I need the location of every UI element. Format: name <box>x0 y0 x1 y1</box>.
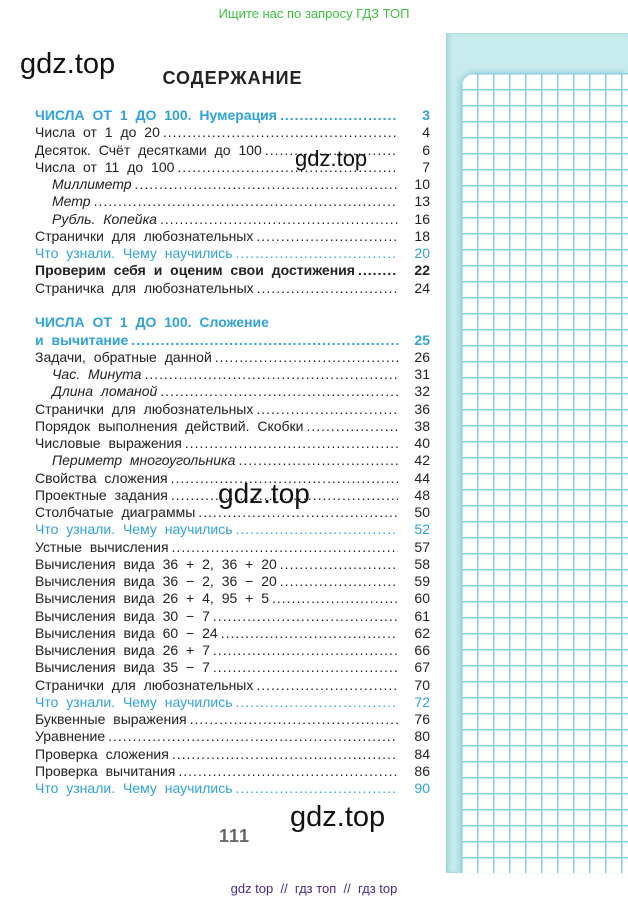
toc-entry-title: Что узнали. Чему научились <box>35 693 233 710</box>
toc-entry-title: Проектные задания <box>35 486 168 503</box>
toc-entry-page: 80 <box>414 728 430 745</box>
toc-entry <box>35 746 430 763</box>
toc-entry-title: Числа от 11 до 100 <box>35 158 175 175</box>
toc-entry-page: 90 <box>414 780 430 796</box>
toc-entry-title: Странички для любознательных <box>35 400 254 417</box>
toc-entry-title: Десяток. Счёт десятками до 100 <box>35 141 262 158</box>
toc-entry-page: 57 <box>414 538 430 555</box>
toc-entry-title: Метр <box>52 193 91 210</box>
toc-entry-page: 7 <box>422 158 430 175</box>
toc-entry-title: Проверка сложения <box>35 745 169 762</box>
dot-leader <box>236 245 398 262</box>
toc-entry-page: 59 <box>414 573 430 589</box>
table-of-contents <box>35 107 430 797</box>
dot-leader <box>213 608 398 625</box>
toc-entry <box>35 780 430 797</box>
toc-entry <box>35 711 430 728</box>
dot-leader <box>160 211 398 228</box>
toc-entry-page: 70 <box>414 676 430 693</box>
toc-entry-title: Вычисления вида 26 + 4, 95 + 5 <box>35 590 270 607</box>
dot-leader <box>135 176 398 193</box>
toc-entry-page: 31 <box>414 366 430 382</box>
dot-leader <box>108 728 398 745</box>
toc-entry-page: 3 <box>422 107 430 123</box>
dot-leader <box>280 107 398 124</box>
dot-leader <box>190 711 398 728</box>
toc-entry-page: 86 <box>414 762 430 779</box>
toc-entry-title: и вычитание <box>35 331 129 348</box>
dot-leader <box>221 625 398 642</box>
toc-entry-title: Буквенные выражения <box>35 711 187 727</box>
watermark: gdz.top <box>20 48 116 80</box>
dot-leader <box>163 124 398 141</box>
toc-entry <box>35 366 430 383</box>
toc-entry <box>35 573 430 590</box>
toc-entry-page: 22 <box>414 262 430 279</box>
toc-entry <box>35 349 430 366</box>
toc-entry-page: 72 <box>414 693 430 710</box>
graph-paper-panel <box>446 33 628 873</box>
toc-entry <box>35 124 430 141</box>
toc-entry-title: Периметр многоугольника <box>52 452 236 469</box>
toc-entry <box>35 332 430 349</box>
toc-entry-title: Числовые выражения <box>35 435 182 451</box>
toc-entry <box>35 435 430 452</box>
toc-entry-page: 52 <box>414 521 430 538</box>
footer-watermark: gdz top // гдз топ // гдз top <box>230 881 398 896</box>
toc-entry-page: 60 <box>414 590 430 607</box>
toc-entry-page: 20 <box>414 245 430 261</box>
toc-entry-page: 6 <box>422 141 430 158</box>
toc-entry-page: 16 <box>414 210 430 227</box>
toc-entry <box>35 211 430 228</box>
toc-entry <box>35 314 430 331</box>
toc-entry-page: 50 <box>414 504 430 520</box>
toc-entry-page: 66 <box>414 642 430 658</box>
dot-leader <box>256 677 398 694</box>
search-hint-banner: Ищите нас по запросу ГДЗ ТОП <box>218 6 410 21</box>
toc-entry <box>35 280 430 297</box>
toc-entry-page: 62 <box>414 624 430 641</box>
toc-entry <box>35 262 430 279</box>
toc-entry-title: ЧИСЛА ОТ 1 ДО 100. Нумерация <box>35 107 277 123</box>
dot-leader <box>131 332 398 349</box>
toc-entry-title: Столбчатые диаграммы <box>35 504 196 520</box>
dot-leader <box>272 590 398 607</box>
watermark: gdz.top <box>295 146 368 171</box>
toc-entry-page: 58 <box>414 555 430 572</box>
toc-entry <box>35 763 430 780</box>
toc-entry-title: Страничка для любознательных <box>35 279 254 296</box>
toc-entry-title: Рубль. Копейка <box>52 210 157 227</box>
toc-entry-page: 67 <box>414 659 430 676</box>
toc-entry <box>35 659 430 676</box>
toc-entry <box>35 383 430 400</box>
toc-entry <box>35 556 430 573</box>
toc-entry <box>35 159 430 176</box>
dot-leader <box>257 280 398 297</box>
toc-entry-page: 40 <box>414 435 430 451</box>
toc-entry-page: 38 <box>414 417 430 434</box>
toc-entry-title: Вычисления вида 26 + 7 <box>35 642 210 658</box>
toc-entry-page: 32 <box>414 383 430 400</box>
toc-entry-page: 42 <box>414 452 430 469</box>
toc-entry-page: 84 <box>414 745 430 762</box>
toc-entry-page: 13 <box>414 193 430 210</box>
toc-entry <box>35 401 430 418</box>
toc-entry-title: Вычисления вида 60 − 24 <box>35 624 218 641</box>
toc-entry <box>35 728 430 745</box>
toc-entry-page: 61 <box>414 607 430 624</box>
toc-entry <box>35 677 430 694</box>
toc-entry-title: Уравнение <box>35 728 106 745</box>
dot-leader <box>160 383 398 400</box>
toc-entry-page: 76 <box>414 711 430 727</box>
toc-entry-title: Что узнали. Чему научились <box>35 245 233 261</box>
toc-entry-title: Вычисления вида 35 − 7 <box>35 659 210 676</box>
toc-entry-title: Свойства сложения <box>35 469 168 486</box>
toc-entry-page: 36 <box>414 400 430 417</box>
dot-leader <box>280 573 398 590</box>
toc-entry <box>35 590 430 607</box>
toc-entry <box>35 625 430 642</box>
toc-entry-page: 24 <box>414 279 430 296</box>
toc-entry-title: Длина ломаной <box>52 383 158 400</box>
toc-entry-page: 18 <box>414 227 430 244</box>
dot-leader <box>178 763 398 780</box>
toc-entry <box>35 642 430 659</box>
dot-leader <box>358 262 398 279</box>
dot-leader <box>213 642 398 659</box>
toc-entry <box>35 418 430 435</box>
toc-entry-page: 10 <box>414 176 430 192</box>
toc-entry-title: Странички для любознательных <box>35 676 254 693</box>
toc-entry-page: 26 <box>414 348 430 365</box>
toc-entry <box>35 539 430 556</box>
toc-entry <box>35 176 430 193</box>
toc-entry-page: 48 <box>414 486 430 503</box>
toc-entry-title: Час. Минута <box>52 366 142 382</box>
toc-entry <box>35 694 430 711</box>
toc-entry-page: 25 <box>414 331 430 348</box>
toc-entry <box>35 521 430 538</box>
toc-entry-title: Проверим себя и оценим свои достижения <box>35 262 355 279</box>
dot-leader <box>236 694 398 711</box>
toc-entry-title: ЧИСЛА ОТ 1 ДО 100. Сложение <box>35 314 269 331</box>
dot-leader <box>306 418 398 435</box>
toc-entry-title: Проверка вычитания <box>35 762 176 779</box>
toc-entry <box>35 608 430 625</box>
toc-entry-page: 4 <box>422 124 430 141</box>
toc-entry-title: Вычисления вида 36 − 2, 36 − 20 <box>35 573 277 589</box>
dot-leader <box>256 401 398 418</box>
watermark: gdz.top <box>290 801 386 833</box>
dot-leader <box>213 659 398 676</box>
dot-leader <box>236 521 398 538</box>
dot-leader <box>215 349 398 366</box>
dot-leader <box>236 780 398 797</box>
dot-leader <box>238 452 398 469</box>
toc-entry-title: Порядок выполнения действий. Скобки <box>35 417 304 434</box>
toc-entry-title: Задачи, обратные данной <box>35 348 212 365</box>
toc-entry <box>35 193 430 210</box>
dot-leader <box>256 228 398 245</box>
toc-entry-page: 44 <box>414 469 430 486</box>
dot-leader <box>172 539 398 556</box>
graph-paper-grid <box>461 73 628 873</box>
toc-entry <box>35 452 430 469</box>
toc-entry-title: Что узнали. Чему научились <box>35 780 233 796</box>
page-number: 111 <box>219 826 251 846</box>
dot-leader <box>280 556 398 573</box>
dot-leader <box>172 746 398 763</box>
toc-entry-title: Числа от 1 до 20 <box>35 124 160 141</box>
toc-entry-title: Миллиметр <box>52 176 132 192</box>
toc-entry-title: Вычисления вида 30 − 7 <box>35 607 210 624</box>
toc-entry <box>35 107 430 124</box>
page-title: СОДЕРЖАНИЕ <box>162 68 303 88</box>
toc-entry-title: Странички для любознательных <box>35 227 254 244</box>
toc-entry-title: Устные вычисления <box>35 538 169 555</box>
dot-leader <box>144 366 398 383</box>
toc-entry-title: Вычисления вида 36 + 2, 36 + 20 <box>35 555 277 572</box>
toc-entry <box>35 142 430 159</box>
watermark: gdz.top <box>218 478 310 509</box>
toc-entry-title: Что узнали. Чему научились <box>35 521 233 538</box>
dot-leader <box>94 193 398 210</box>
toc-entry <box>35 245 430 262</box>
dot-leader <box>185 435 398 452</box>
toc-entry <box>35 228 430 245</box>
